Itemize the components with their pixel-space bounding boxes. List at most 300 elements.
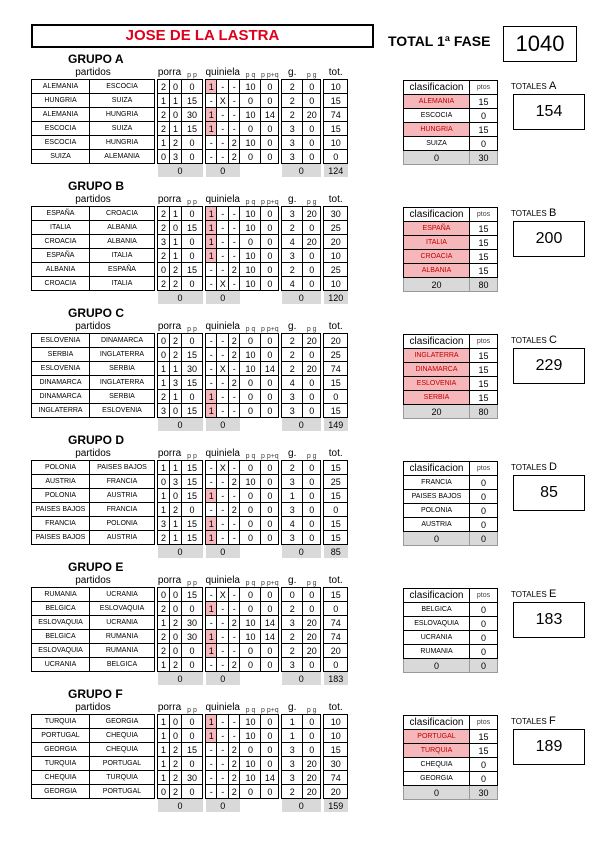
classified-points: 15 — [470, 123, 498, 137]
goals: 0 — [282, 588, 303, 602]
porra-points: 30 — [182, 108, 203, 122]
matches-footer — [32, 291, 348, 305]
classification-row — [404, 391, 498, 405]
porra-points: 30 — [182, 630, 203, 644]
goals: 3 — [282, 207, 303, 221]
classified-points: 15 — [470, 95, 498, 109]
header-quiniela: quiniela — [205, 702, 240, 713]
porra-home: 1 — [158, 489, 170, 503]
header-clasificacion: clasificacion — [404, 81, 470, 95]
quiniela-1: - — [206, 785, 217, 799]
header-clasificacion: clasificacion — [404, 589, 470, 603]
classification-table — [403, 461, 498, 546]
porra-points: 15 — [182, 263, 203, 277]
porra-away: 1 — [170, 235, 182, 249]
quiniela-2: 2 — [228, 150, 240, 164]
header-pq: p q — [245, 199, 256, 206]
quiniela-1: 1 — [206, 630, 217, 644]
classified-points: 15 — [470, 236, 498, 250]
quiniela-1: 1 — [206, 531, 217, 545]
goals-points: 0 — [303, 588, 321, 602]
classification-footer-a: 0 — [404, 532, 470, 546]
match-row — [32, 517, 348, 531]
porra-points: 0 — [182, 715, 203, 729]
goals: 3 — [282, 475, 303, 489]
porra-home: 1 — [158, 743, 170, 757]
classification-row — [404, 363, 498, 377]
matches-footer — [32, 164, 348, 178]
match-row — [32, 644, 348, 658]
quiniela-points: 0 — [240, 517, 261, 531]
classification-row — [404, 603, 498, 617]
porra-quiniela-points: 0 — [261, 136, 279, 150]
home-team: CROACIA — [32, 277, 90, 291]
porra-points: 0 — [182, 658, 203, 672]
header-pq: p q — [245, 326, 256, 333]
header-total: tot. — [328, 448, 343, 459]
quiniela-1: - — [206, 616, 217, 630]
porra-points: 0 — [182, 277, 203, 291]
footer-total-sum: 149 — [324, 418, 348, 432]
classification-footer-b: 0 — [470, 532, 498, 546]
quiniela-1: 1 — [206, 517, 217, 531]
group-letter: C — [548, 334, 557, 346]
group-total-value: 183 — [513, 602, 585, 638]
group-title: GRUPO A — [68, 52, 124, 66]
match-total: 20 — [324, 334, 348, 348]
quiniela-2: 2 — [228, 658, 240, 672]
match-total: 15 — [324, 404, 348, 418]
goals: 4 — [282, 517, 303, 531]
porra-away: 3 — [170, 376, 182, 390]
goals: 3 — [282, 390, 303, 404]
porra-home: 2 — [158, 207, 170, 221]
classification-footer-a: 20 — [404, 405, 470, 419]
classified-points: 15 — [470, 363, 498, 377]
quiniela-points: 0 — [240, 334, 261, 348]
quiniela-2: 2 — [228, 771, 240, 785]
classification-footer-b: 30 — [470, 786, 498, 800]
quiniela-2: - — [228, 644, 240, 658]
away-team: RUMANIA — [90, 630, 155, 644]
quiniela-1: 1 — [206, 729, 217, 743]
match-row — [32, 108, 348, 122]
quiniela-1: - — [206, 757, 217, 771]
home-team: CROACIA — [32, 235, 90, 249]
footer-quiniela-sum: 0 — [206, 164, 240, 178]
header-pp: p p — [187, 199, 197, 206]
porra-away: 0 — [170, 729, 182, 743]
goals: 2 — [282, 221, 303, 235]
porra-away: 0 — [170, 221, 182, 235]
goals: 3 — [282, 658, 303, 672]
quiniela-1: - — [206, 588, 217, 602]
porra-points: 0 — [182, 785, 203, 799]
porra-away: 2 — [170, 757, 182, 771]
matches-table — [31, 701, 348, 812]
header-ppq: p p+q — [260, 580, 279, 587]
porra-quiniela-points: 14 — [261, 630, 279, 644]
porra-home: 1 — [158, 757, 170, 771]
quiniela-points: 10 — [240, 249, 261, 263]
goals: 2 — [282, 630, 303, 644]
quiniela-points: 10 — [240, 616, 261, 630]
quiniela-points: 10 — [240, 263, 261, 277]
away-team: INGLATERRA — [90, 376, 155, 390]
classified-points: 15 — [470, 250, 498, 264]
matches-footer — [32, 545, 348, 559]
goals-points: 0 — [303, 715, 321, 729]
footer-quiniela-sum: 0 — [206, 418, 240, 432]
quiniela-1: 1 — [206, 715, 217, 729]
porra-away: 1 — [170, 390, 182, 404]
porra-quiniela-points: 14 — [261, 108, 279, 122]
classified-team: ALEMANIA — [404, 95, 470, 109]
classification-row — [404, 109, 498, 123]
quiniela-2: - — [228, 531, 240, 545]
home-team: ESCOCIA — [32, 136, 90, 150]
porra-points: 15 — [182, 94, 203, 108]
porra-points: 0 — [182, 136, 203, 150]
quiniela-x: - — [217, 630, 228, 644]
away-team: SERBIA — [90, 390, 155, 404]
quiniela-points: 0 — [240, 785, 261, 799]
porra-home: 2 — [158, 108, 170, 122]
classification-footer — [404, 151, 498, 165]
quiniela-points: 0 — [240, 461, 261, 475]
match-total: 20 — [324, 785, 348, 799]
classification-table — [403, 334, 498, 419]
quiniela-x: - — [217, 348, 228, 362]
match-row — [32, 757, 348, 771]
porra-points: 0 — [182, 235, 203, 249]
match-total: 15 — [324, 588, 348, 602]
home-team: AUSTRIA — [32, 475, 90, 489]
away-team: RUMANIA — [90, 644, 155, 658]
classified-points: 0 — [470, 772, 498, 786]
porra-points: 0 — [182, 80, 203, 94]
quiniela-1: - — [206, 150, 217, 164]
porra-away: 2 — [170, 785, 182, 799]
quiniela-1: 1 — [206, 122, 217, 136]
porra-away: 2 — [170, 658, 182, 672]
away-team: ALEMANIA — [90, 150, 155, 164]
match-row — [32, 334, 348, 348]
header-clasificacion: clasificacion — [404, 462, 470, 476]
quiniela-2: - — [228, 108, 240, 122]
quiniela-2: - — [228, 221, 240, 235]
match-row — [32, 588, 348, 602]
away-team: SUIZA — [90, 94, 155, 108]
matches-header — [32, 193, 348, 207]
porra-away: 1 — [170, 531, 182, 545]
classification-table — [403, 588, 498, 673]
header-pp: p p — [187, 580, 197, 587]
away-team: PAISES BAJOS — [90, 461, 155, 475]
quiniela-points: 0 — [240, 644, 261, 658]
match-row — [32, 80, 348, 94]
classified-points: 15 — [470, 730, 498, 744]
footer-porra-sum: 0 — [158, 545, 203, 559]
porra-quiniela-points: 0 — [261, 94, 279, 108]
match-total: 20 — [324, 644, 348, 658]
porra-points: 30 — [182, 771, 203, 785]
header-pg: p g — [306, 326, 317, 333]
classification-footer-b: 0 — [470, 659, 498, 673]
classification-footer-a: 0 — [404, 151, 470, 165]
home-team: POLONIA — [32, 489, 90, 503]
header-goals: g. — [288, 321, 297, 332]
porra-away: 0 — [170, 108, 182, 122]
group-totals-label — [511, 80, 556, 92]
goals: 3 — [282, 150, 303, 164]
header-ptos: ptos — [470, 589, 498, 603]
goals-points: 20 — [303, 616, 321, 630]
porra-quiniela-points: 14 — [261, 616, 279, 630]
classified-team: CROACIA — [404, 250, 470, 264]
quiniela-1: - — [206, 277, 217, 291]
match-total: 74 — [324, 630, 348, 644]
goals-points: 0 — [303, 729, 321, 743]
quiniela-points: 0 — [240, 658, 261, 672]
footer-goals-sum: 0 — [282, 164, 321, 178]
goals: 2 — [282, 644, 303, 658]
header-goals: g. — [288, 702, 297, 713]
quiniela-2: - — [228, 249, 240, 263]
totales-text: TOTALES — [511, 82, 547, 91]
goals: 4 — [282, 277, 303, 291]
home-team: RUMANIA — [32, 588, 90, 602]
header-goals: g. — [288, 194, 297, 205]
classification-footer — [404, 405, 498, 419]
match-total: 0 — [324, 150, 348, 164]
header-ppq: p p+q — [260, 326, 279, 333]
home-team: ESCOCIA — [32, 122, 90, 136]
home-team: FRANCIA — [32, 517, 90, 531]
classification-row — [404, 490, 498, 504]
header-pp: p p — [187, 453, 197, 460]
quiniela-1: 1 — [206, 235, 217, 249]
quiniela-x: X — [217, 588, 228, 602]
quiniela-x: - — [217, 531, 228, 545]
match-row — [32, 658, 348, 672]
porra-quiniela-points: 0 — [261, 531, 279, 545]
porra-away: 1 — [170, 517, 182, 531]
porra-home: 2 — [158, 122, 170, 136]
porra-quiniela-points: 0 — [261, 785, 279, 799]
porra-away: 1 — [170, 207, 182, 221]
quiniela-2: 2 — [228, 348, 240, 362]
away-team: ITALIA — [90, 249, 155, 263]
classified-points: 0 — [470, 109, 498, 123]
quiniela-x: - — [217, 658, 228, 672]
quiniela-points: 0 — [240, 122, 261, 136]
quiniela-2: - — [228, 277, 240, 291]
match-row — [32, 715, 348, 729]
classified-team: PORTUGAL — [404, 730, 470, 744]
classified-points: 15 — [470, 391, 498, 405]
home-team: TURQUIA — [32, 757, 90, 771]
matches-table — [31, 66, 348, 177]
porra-away: 0 — [170, 489, 182, 503]
classification-row — [404, 377, 498, 391]
match-row — [32, 390, 348, 404]
porra-away: 2 — [170, 136, 182, 150]
match-row — [32, 602, 348, 616]
group-totals-label — [511, 461, 557, 473]
porra-points: 0 — [182, 207, 203, 221]
header-pg: p g — [306, 199, 317, 206]
group-total-value: 189 — [513, 729, 585, 765]
classified-points: 0 — [470, 476, 498, 490]
porra-away: 0 — [170, 630, 182, 644]
total-phase-value: 1040 — [503, 26, 577, 62]
group-section — [31, 179, 581, 303]
matches-table — [31, 193, 348, 304]
porra-away: 2 — [170, 771, 182, 785]
porra-points: 15 — [182, 517, 203, 531]
footer-porra-sum: 0 — [158, 672, 203, 686]
classified-team: CHEQUIA — [404, 758, 470, 772]
goals-points: 0 — [303, 136, 321, 150]
porra-points: 0 — [182, 334, 203, 348]
away-team: CHEQUIA — [90, 743, 155, 757]
quiniela-x: - — [217, 757, 228, 771]
goals-points: 0 — [303, 475, 321, 489]
classified-team: ITALIA — [404, 236, 470, 250]
away-team: ALBANIA — [90, 235, 155, 249]
home-team: ESLOVAQUIA — [32, 644, 90, 658]
quiniela-points: 10 — [240, 630, 261, 644]
porra-away: 2 — [170, 616, 182, 630]
goals-points: 0 — [303, 390, 321, 404]
footer-porra-sum: 0 — [158, 418, 203, 432]
classification-row — [404, 137, 498, 151]
away-team: ALBANIA — [90, 221, 155, 235]
quiniela-2: - — [228, 729, 240, 743]
home-team: ALEMANIA — [32, 80, 90, 94]
quiniela-1: - — [206, 658, 217, 672]
footer-porra-sum: 0 — [158, 799, 203, 813]
match-total: 10 — [324, 277, 348, 291]
quiniela-points: 10 — [240, 729, 261, 743]
porra-quiniela-points: 0 — [261, 334, 279, 348]
header-total: tot. — [328, 67, 343, 78]
header-ptos: ptos — [470, 462, 498, 476]
header-pp: p p — [187, 707, 197, 714]
porra-away: 0 — [170, 602, 182, 616]
classification-table — [403, 207, 498, 292]
match-total: 0 — [324, 602, 348, 616]
goals: 2 — [282, 334, 303, 348]
porra-quiniela-points: 0 — [261, 263, 279, 277]
group-letter: D — [548, 461, 557, 473]
classification-row — [404, 349, 498, 363]
porra-quiniela-points: 0 — [261, 348, 279, 362]
header-ppq: p p+q — [260, 707, 279, 714]
quiniela-1: 1 — [206, 249, 217, 263]
quiniela-1: 1 — [206, 108, 217, 122]
away-team: FRANCIA — [90, 503, 155, 517]
group-totals-label — [511, 207, 556, 219]
porra-away: 1 — [170, 122, 182, 136]
goals: 2 — [282, 362, 303, 376]
goals-points: 0 — [303, 277, 321, 291]
goals-points: 0 — [303, 376, 321, 390]
classification-row — [404, 772, 498, 786]
home-team: UCRANIA — [32, 658, 90, 672]
home-team: TURQUIA — [32, 715, 90, 729]
goals-points: 0 — [303, 122, 321, 136]
header-pg: p g — [306, 72, 317, 79]
goals: 2 — [282, 461, 303, 475]
match-row — [32, 136, 348, 150]
classification-row — [404, 264, 498, 278]
porra-home: 1 — [158, 136, 170, 150]
away-team: PORTUGAL — [90, 757, 155, 771]
match-row — [32, 531, 348, 545]
quiniela-x: X — [217, 362, 228, 376]
quiniela-2: - — [228, 122, 240, 136]
goals: 2 — [282, 348, 303, 362]
quiniela-x: - — [217, 602, 228, 616]
porra-quiniela-points: 0 — [261, 715, 279, 729]
porra-points: 0 — [182, 729, 203, 743]
classified-team: ESCOCIA — [404, 109, 470, 123]
away-team: HUNGRIA — [90, 136, 155, 150]
header-pq: p q — [245, 580, 256, 587]
quiniela-x: - — [217, 249, 228, 263]
quiniela-1: - — [206, 461, 217, 475]
totales-text: TOTALES — [511, 209, 547, 218]
quiniela-1: 1 — [206, 390, 217, 404]
goals-points: 0 — [303, 348, 321, 362]
footer-goals-sum: 0 — [282, 418, 321, 432]
match-total: 15 — [324, 94, 348, 108]
porra-home: 2 — [158, 249, 170, 263]
porra-home: 1 — [158, 503, 170, 517]
porra-points: 15 — [182, 376, 203, 390]
classified-team: AUSTRIA — [404, 518, 470, 532]
quiniela-x: - — [217, 785, 228, 799]
goals: 3 — [282, 531, 303, 545]
classified-team: BELGICA — [404, 603, 470, 617]
quiniela-1: 1 — [206, 489, 217, 503]
porra-home: 3 — [158, 517, 170, 531]
quiniela-2: 2 — [228, 475, 240, 489]
classification-footer-a: 0 — [404, 786, 470, 800]
goals: 3 — [282, 757, 303, 771]
quiniela-x: - — [217, 517, 228, 531]
quiniela-1: - — [206, 94, 217, 108]
quiniela-x: - — [217, 743, 228, 757]
porra-home: 2 — [158, 221, 170, 235]
footer-goals-sum: 0 — [282, 672, 321, 686]
quiniela-2: - — [228, 588, 240, 602]
quiniela-points: 10 — [240, 475, 261, 489]
porra-points: 0 — [182, 503, 203, 517]
quiniela-x: - — [217, 475, 228, 489]
goals-points: 0 — [303, 531, 321, 545]
group-section — [31, 433, 581, 557]
match-total: 15 — [324, 517, 348, 531]
classified-team: UCRANIA — [404, 631, 470, 645]
porra-home: 2 — [158, 390, 170, 404]
goals-points: 0 — [303, 517, 321, 531]
goals-points: 0 — [303, 150, 321, 164]
participant-name: JOSE DE LA LASTRA — [31, 24, 374, 48]
porra-away: 2 — [170, 334, 182, 348]
